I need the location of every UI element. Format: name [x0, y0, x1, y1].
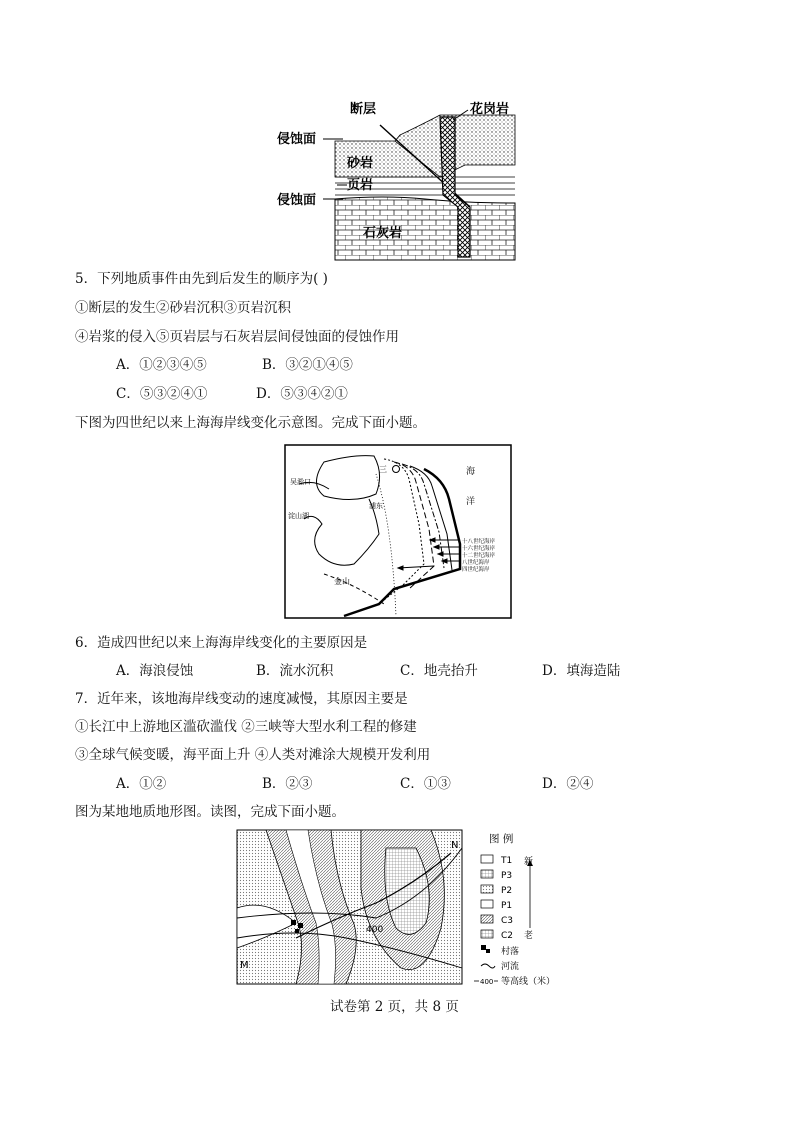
- q7-line1: ①长江中上游地区滥砍滥伐 ②三峡等大型水利工程的修建: [75, 719, 417, 735]
- place-label-jinshan: 金山: [334, 577, 350, 586]
- legend-contour-value: 400: [480, 978, 494, 986]
- limestone-label: 石灰岩: [363, 226, 403, 241]
- place-label-san: 三: [379, 465, 387, 474]
- q5-option-d[interactable]: D．⑤③④②①: [256, 386, 348, 402]
- legend-t1: T1: [501, 856, 513, 866]
- page-footer: 试卷第 2 页，共 8 页: [330, 999, 459, 1015]
- intro-shanghai: 下图为四世纪以来上海海岸线变化示意图。完成下面小题。: [75, 415, 426, 431]
- fault-label: 断层: [350, 102, 377, 117]
- erosion-surface-bottom-label: 侵蚀面: [277, 193, 317, 208]
- q7-option-d[interactable]: D．②④: [542, 776, 594, 792]
- q7-option-a[interactable]: A．①②: [116, 776, 167, 792]
- q7-line2: ③全球气候变暖，海平面上升 ④人类对滩涂大规模开发利用: [75, 747, 431, 763]
- legend-p2: P2: [501, 886, 513, 896]
- contour-value-label: 400: [366, 925, 384, 935]
- legend-new-label: 新: [524, 857, 534, 867]
- geologic-topographic-map: [236, 828, 566, 990]
- q5-option-a[interactable]: A．①②③④⑤: [116, 357, 207, 373]
- legend-p3: P3: [501, 871, 513, 881]
- legend-old-label: 老: [524, 931, 534, 941]
- north-label: N: [451, 840, 459, 851]
- sandstone-label: 砂岩: [347, 156, 374, 171]
- q6-option-c[interactable]: C．地壳抬升: [400, 663, 478, 679]
- q5-line1: ①断层的发生②砂岩沉积③页岩沉积: [75, 300, 291, 316]
- ocean-label-2: 洋: [466, 497, 476, 507]
- erosion-surface-top-label: 侵蚀面: [277, 132, 317, 147]
- legend-16th-century: 十六世纪海岸: [462, 546, 496, 552]
- ocean-label-1: 海: [466, 467, 476, 477]
- granite-label: 花岗岩: [470, 102, 510, 117]
- q7-stem: 7．近年来，该地海岸线变动的速度减慢，其原因主要是: [75, 691, 408, 707]
- legend-village: 村落: [501, 947, 520, 957]
- intro-geologic-map: 图为某地地质地形图。读图，完成下面小题。: [75, 804, 345, 820]
- legend-4th-century: 四世纪海岸: [462, 567, 490, 573]
- legend-p1: P1: [501, 901, 513, 911]
- place-label-dianshan: 淀山湖: [288, 512, 309, 520]
- q6-stem: 6．造成四世纪以来上海海岸线变化的主要原因是: [75, 635, 368, 651]
- q5-option-c[interactable]: C．⑤③②④①: [116, 386, 208, 402]
- q5-stem: 5．下列地质事件由先到后发生的顺序为( ): [75, 271, 328, 287]
- legend-contour: 等高线（米）: [501, 977, 556, 987]
- q7-option-b[interactable]: B．②③: [262, 776, 313, 792]
- legend-title: 图 例: [489, 833, 514, 845]
- q5-line2: ④岩浆的侵入⑤页岩层与石灰岩层间侵蚀面的侵蚀作用: [75, 329, 399, 345]
- shanghai-coastline-map: [284, 444, 512, 619]
- place-label-wusong: 吴淞口: [290, 478, 311, 486]
- q5-option-b[interactable]: B．③②①④⑤: [262, 357, 353, 373]
- legend-c3: C3: [501, 916, 514, 926]
- legend-18th-century: 十八世纪海岸: [462, 539, 496, 545]
- q6-option-d[interactable]: D．填海造陆: [542, 663, 621, 679]
- q6-option-b[interactable]: B．流水沉积: [256, 663, 334, 679]
- q6-option-a[interactable]: A．海浪侵蚀: [116, 663, 194, 679]
- legend-river: 河流: [501, 962, 520, 972]
- m-label: M: [240, 960, 249, 971]
- geologic-section-figure: [275, 95, 525, 265]
- legend-12th-century: 十二世纪海岸: [462, 553, 496, 559]
- legend-8th-century: 八世纪海岸: [462, 560, 490, 566]
- legend-c2: C2: [501, 931, 514, 941]
- place-label-pudong: 浦东: [369, 502, 383, 510]
- shale-label: 页岩: [347, 178, 374, 193]
- q7-option-c[interactable]: C．①③: [400, 776, 451, 792]
